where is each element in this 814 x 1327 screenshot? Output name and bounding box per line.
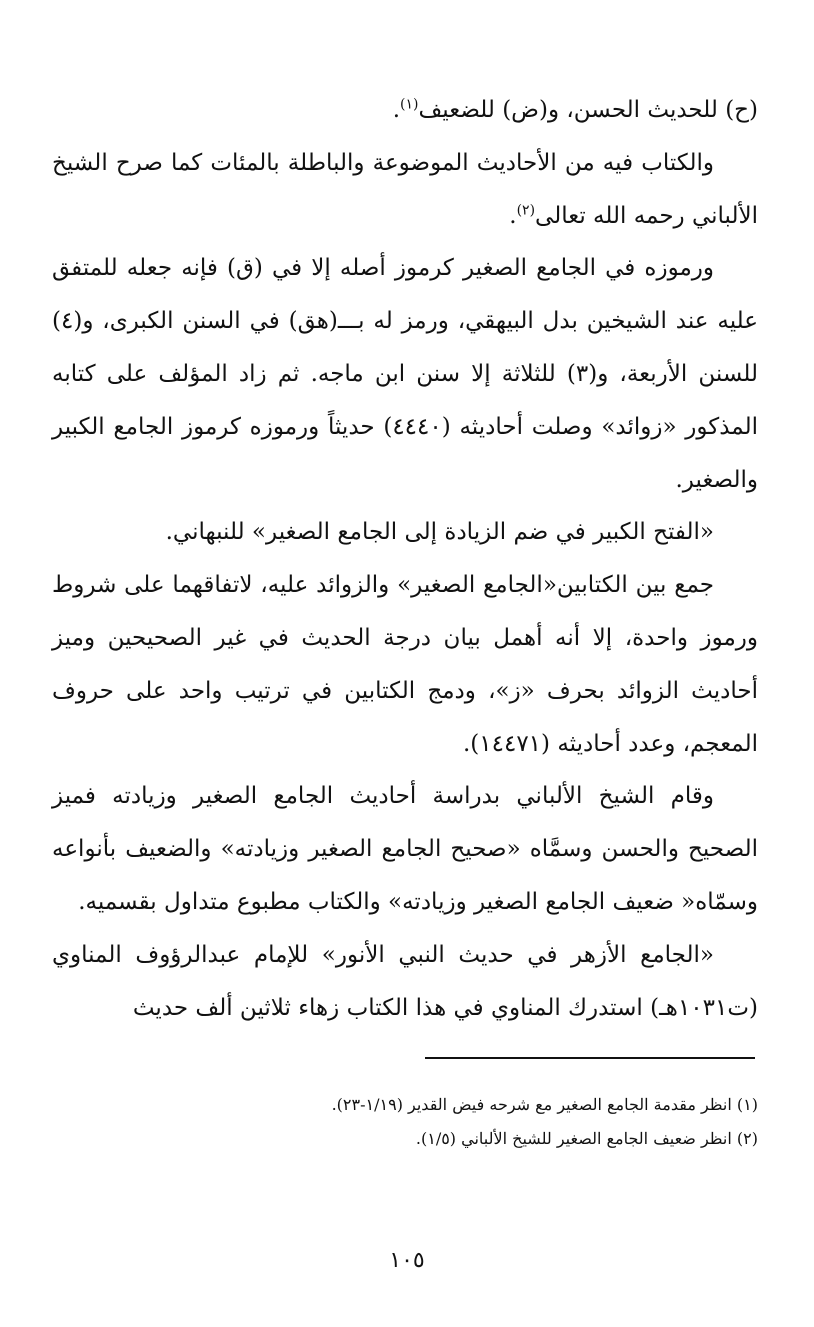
paragraph: «الفتح الكبير في ضم الزيادة إلى الجامع الصغير» للنبهاني. — [165, 519, 714, 546]
footnote-item: (١) انظر مقدمة الجامع الصغير مع شرحه فيض القدير (١/١٩-٢٣). — [331, 1095, 758, 1114]
footnote-divider — [425, 1057, 755, 1059]
paragraph: وقام الشيخ الألباني بدراسة أحاديث الجامع الصغير وزيادته فميز الصحيح والحسن وسمَّاه «صحيح الجامع الصغير وزيادته» والضعيف بأنواعه وسمّاه« ضعيف الجامع الصغير وزيادته» والكتاب مطبوع متداول بقسميه. — [52, 783, 758, 915]
footnote-reference[interactable]: (١) — [400, 96, 419, 113]
footnotes — [120, 1088, 758, 1156]
body-text — [52, 84, 758, 1034]
footnote-item: (٢) انظر ضعيف الجامع الصغير للشيخ الألباني (١/٥). — [415, 1129, 758, 1148]
paragraph: (ح) للحديث الحسن، و(ض) للضعيف$^{(١)}$. — [392, 96, 758, 123]
paragraph: والكتاب فيه من الأحاديث الموضوعة والباطلة بالمئات كما صرح الشيخ الألباني رحمه الله تعالى$^{(٢)}$. — [52, 149, 758, 229]
footnote-reference[interactable]: (٢) — [516, 201, 536, 218]
paragraph: ورموزه في الجامع الصغير كرموز أصله إلا في (ق) فإنه جعله للمتفق عليه عند الشيخين بدل البيهقي، ورمز له بـــ(هق) في السنن الكبرى، و(٤) للسنن الأربعة، و(٣) للثلاثة إلا سنن ابن ماجه. ثم زاد المؤلف على كتابه المذكور «زوائد» وصلت أحاديثه (٤٤٤٠) حديثاً ورموزه كرموز الجامع الكبير والصغير. — [52, 255, 758, 493]
paragraph: جمع بين الكتابين«الجامع الصغير» والزوائد عليه، لاتفاقهما على شروط ورموز واحدة، إلا أنه أهمل بيان درجة الحديث في غير الصحيحين وميز أحاديث الزوائد بحرف «ز»، ودمج الكتابين في ترتيب واحد على حروف المعجم، وعدد أحاديثه (١٤٤٧١). — [52, 572, 758, 757]
paragraph: «الجامع الأزهر في حديث النبي الأنور» للإمام عبدالرؤوف المناوي (ت١٠٣١هـ) استدرك المناوي في هذا الكتاب زهاء ثلاثين ألف حديث — [52, 941, 758, 1021]
page-number: ١٠٥ — [389, 1248, 425, 1273]
